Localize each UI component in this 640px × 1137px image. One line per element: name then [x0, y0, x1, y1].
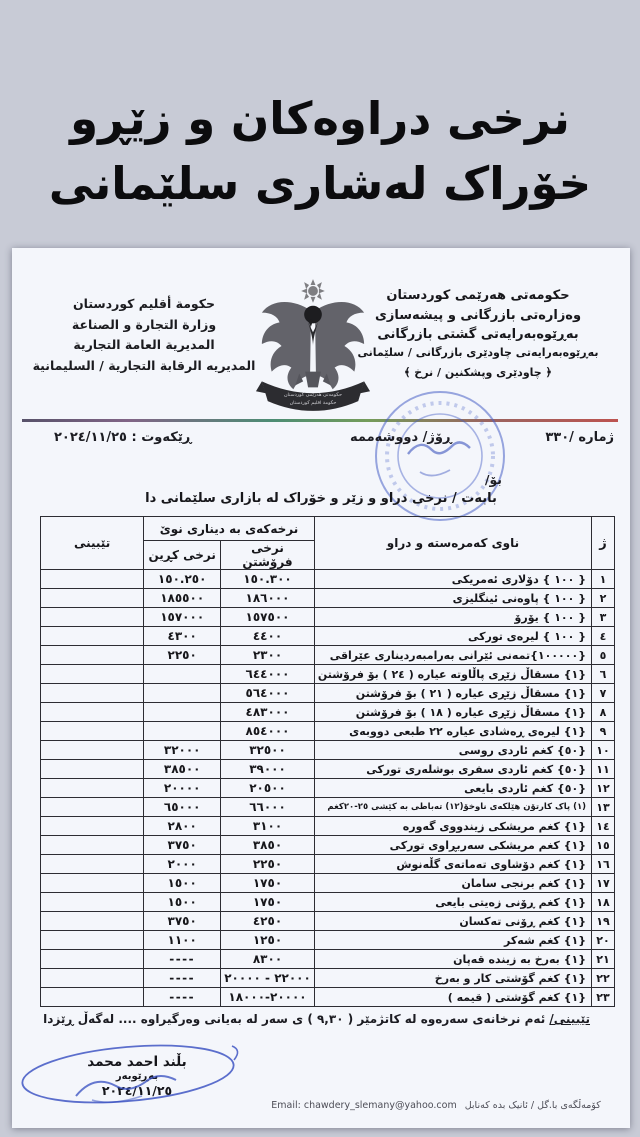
row-number: ٢١	[592, 950, 615, 969]
column-header-notes: تێبینی	[41, 517, 144, 570]
footer-note-label: تێبینی/	[549, 1012, 590, 1026]
row-number: ٦	[592, 665, 615, 684]
note-cell	[41, 665, 144, 684]
item-name: {٥٠} کغم ئاردی روسی	[314, 741, 591, 760]
sell-price: ١٧٥٠	[221, 874, 315, 893]
signature-block	[42, 1054, 232, 1098]
column-header-sell: نرخی فرۆشتن	[221, 541, 315, 570]
sell-price: ٨٣٠٠	[221, 950, 315, 969]
note-cell	[41, 570, 144, 589]
item-name: {١} کغم گۆشتی کار و بەرخ	[314, 969, 591, 988]
note-cell	[41, 741, 144, 760]
table-row	[41, 893, 615, 912]
row-number: ٢٠	[592, 931, 615, 950]
table-row	[41, 646, 615, 665]
item-name: { ١٠٠ } لیرەی تورکی	[314, 627, 591, 646]
footer-note	[43, 1012, 590, 1026]
note-cell	[41, 646, 144, 665]
svg-text:حكومة اقليم كوردستان: حكومة اقليم كوردستان	[289, 400, 337, 407]
row-number: ١٣	[592, 798, 615, 817]
table-row	[41, 931, 615, 950]
note-cell	[41, 684, 144, 703]
buy-price	[144, 665, 221, 684]
header-arabic-line: المديرية العامة التجارية	[73, 337, 215, 353]
item-name: { ١٠٠ } یۆرۆ	[314, 608, 591, 627]
item-name: {١} مسقاڵ زێڕی عیارە ( ٢١ ) بۆ فرۆشتن	[314, 684, 591, 703]
buy-price: ٣٧٥٠	[144, 912, 221, 931]
header-kurdish-line: ﴿ چاودێری وپشکنین / نرخ ﴾	[404, 366, 552, 379]
buy-price: ٣٧٥٠	[144, 836, 221, 855]
buy-price: ----	[144, 950, 221, 969]
header-arabic-line: وزارة التجارة و الصناعة	[71, 316, 217, 332]
header-kurdish-line: بەڕێوەبەرایەتی چاودێری بازرگانی / سلێمانی	[357, 345, 599, 359]
table-row	[41, 855, 615, 874]
item-name: {١} کغم ڕۆنی تەکسان	[314, 912, 591, 931]
note-cell	[41, 589, 144, 608]
signatory-name: بڵند احمد محمد	[87, 1054, 187, 1070]
buy-price	[144, 684, 221, 703]
buy-price: ١٨٥٥٠٠	[144, 589, 221, 608]
row-number: ٢٢	[592, 969, 615, 988]
subject-line: بابەت / نرخی دراو و زێر و خۆراک لە بازاری سلێمانی دا	[145, 491, 497, 506]
buy-price	[144, 703, 221, 722]
table-row	[41, 874, 615, 893]
note-cell	[41, 988, 144, 1007]
row-number: ١٢	[592, 779, 615, 798]
row-number: ٩	[592, 722, 615, 741]
row-number: ٨	[592, 703, 615, 722]
sell-price: ١٥٧٥٠٠	[221, 608, 315, 627]
to-label: بۆ/	[484, 472, 502, 487]
row-number: ١٥	[592, 836, 615, 855]
note-cell	[41, 969, 144, 988]
item-name: {١} کغم برنجی سامان	[314, 874, 591, 893]
header-kurdish-block	[340, 286, 616, 382]
price-table-header	[41, 517, 615, 570]
table-row	[41, 969, 615, 988]
column-header-buy: نرخی کڕین	[144, 541, 221, 570]
row-number: ٤	[592, 627, 615, 646]
sell-price: ١٨٦٠٠٠	[221, 589, 315, 608]
buy-price: ١٥٠.٢٥٠	[144, 570, 221, 589]
row-number: ١٨	[592, 893, 615, 912]
table-row	[41, 703, 615, 722]
item-name: {١} کغم دۆشاوی تەماتەی گڵەنوش	[314, 855, 591, 874]
item-name: {٥٠} کغم ئاردی سفری بوشلەری تورکی	[314, 760, 591, 779]
header-arabic-line: حكومة أقليم كوردستان	[72, 296, 216, 311]
note-cell	[41, 912, 144, 931]
contact-email: Email: chawdery_slemany@yahoo.com	[271, 1100, 457, 1111]
table-row	[41, 684, 615, 703]
header-arabic-line: المديريه الرقابة التجارية / السليمانية	[32, 357, 256, 373]
item-name: {١} کغم گۆشتی ( قیمە )	[314, 988, 591, 1007]
item-name: {١} کغم ڕۆنی زەیتی بایعی	[314, 893, 591, 912]
header-kurdish-line: حکومەتی هەرێمی کوردستان	[386, 288, 570, 303]
sell-price: ٦٦٠٠٠	[221, 798, 315, 817]
sell-price: ٢٢٥٠	[221, 855, 315, 874]
buy-price: ٢٠٠٠	[144, 855, 221, 874]
note-cell	[41, 874, 144, 893]
contact-line	[240, 1100, 632, 1111]
note-cell	[41, 931, 144, 950]
row-number: ١٧	[592, 874, 615, 893]
sell-price: ١٥٠.٣٠٠	[221, 570, 315, 589]
table-row	[41, 570, 615, 589]
item-name: {١} کغم شەکر	[314, 931, 591, 950]
table-row	[41, 627, 615, 646]
item-name: (١) پاک کارتۆن هێلکەی ناوخۆ(١٢) تەباطی بە کێشی ٢٥-٢٠کغم	[314, 798, 591, 817]
buy-price: ١٥٧٠٠٠	[144, 608, 221, 627]
sell-price: ٢٢٠٠٠ - ٢٠٠٠٠	[221, 969, 315, 988]
item-name: {١} کغم مریشکی زیندووی گەورە	[314, 817, 591, 836]
table-row	[41, 912, 615, 931]
note-cell	[41, 703, 144, 722]
row-number: ١١	[592, 760, 615, 779]
document-date: ڕێکەوت : ٢٠٢٤/١١/٢٥	[54, 430, 192, 445]
sell-price: ٢٠٠٠٠-١٨٠٠٠	[221, 988, 315, 1007]
sell-price: ٨٥٤٠٠٠	[221, 722, 315, 741]
row-number: ٧	[592, 684, 615, 703]
page-title	[0, 86, 640, 217]
sell-price: ١٢٥٠	[221, 931, 315, 950]
note-cell	[41, 779, 144, 798]
sell-price: ٣٢٥٠٠	[221, 741, 315, 760]
buy-price	[144, 722, 221, 741]
table-row	[41, 760, 615, 779]
buy-price: ٢٠٠٠٠	[144, 779, 221, 798]
note-cell	[41, 760, 144, 779]
sell-price: ٣١٠٠	[221, 817, 315, 836]
sell-price: ٥٦٤٠٠٠	[221, 684, 315, 703]
sell-price: ٢٣٠٠	[221, 646, 315, 665]
contact-address: كۆمەڵگەی با.گل / ئانیک بدە كەنابل	[464, 1100, 601, 1111]
column-header-price-group: نرخەکەی بە دیناری نوێ	[144, 517, 315, 541]
buy-price: ----	[144, 969, 221, 988]
row-number: ١٠	[592, 741, 615, 760]
document-day: ڕۆژ/ دووشەممە	[350, 430, 452, 445]
item-name: {١} لیرەی ڕەشادی عیارە ٢٢ طبعی دووبەی	[314, 722, 591, 741]
sell-price: ١٧٥٠	[221, 893, 315, 912]
price-table-body	[41, 570, 615, 1007]
note-cell	[41, 855, 144, 874]
buy-price: ٢٨٠٠	[144, 817, 221, 836]
header-kurdish-line: وەزارەتی بازرگانی و پیشەسازی	[374, 307, 582, 323]
row-number: ١٦	[592, 855, 615, 874]
row-number: ١	[592, 570, 615, 589]
table-row	[41, 817, 615, 836]
note-cell	[41, 817, 144, 836]
sell-price: ٤٤٠٠	[221, 627, 315, 646]
page-title-line2: خۆراک لەشاری سلێمانی	[48, 157, 592, 211]
note-cell	[41, 836, 144, 855]
table-row	[41, 722, 615, 741]
table-row	[41, 779, 615, 798]
page-title-line1: نرخی دراوەکان و زێڕو	[70, 92, 570, 145]
sell-price: ٢٠٥٠٠	[221, 779, 315, 798]
table-row	[41, 589, 615, 608]
sell-price: ٤٢٥٠	[221, 912, 315, 931]
header-kurdish-line: بەڕێوەبەرایەتی گشتی بازرگانی	[377, 327, 579, 342]
header-arabic-block	[28, 294, 260, 377]
svg-text:حكومەتی هەرێمی كوردستان: حكومەتی هەرێمی كوردستان	[283, 392, 343, 399]
signatory-title: بەڕێوبەر	[115, 1071, 159, 1082]
note-cell	[41, 950, 144, 969]
footer-note-text: ئەم نرخانەی سەرەوە لە کاتژمێر ( ٩,٣٠ ) ی سەر لە بەیانی وەرگیراوە .... لەگەڵ ڕێزدا	[43, 1012, 550, 1026]
item-name: {١} مسقاڵ زێڕی عیارە ( ١٨ ) بۆ فرۆشتن	[314, 703, 591, 722]
item-name: {١٠٠٠٠٠}تمەنی ئێرانی بەرامبەردیناری عێراقی	[314, 646, 591, 665]
buy-price: ----	[144, 988, 221, 1007]
column-header-no: ژ	[592, 517, 615, 570]
row-number: ٥	[592, 646, 615, 665]
blue-round-stamp-icon	[370, 380, 510, 532]
sell-price: ٦٤٤٠٠٠	[221, 665, 315, 684]
buy-price: ١٥٠٠	[144, 893, 221, 912]
column-header-name: ناوی کەمرەستە و دراو	[314, 517, 591, 570]
buy-price: ٣٢٠٠٠	[144, 741, 221, 760]
header-divider-line	[22, 419, 618, 422]
table-row	[41, 665, 615, 684]
table-row	[41, 798, 615, 817]
price-table	[40, 516, 615, 1007]
row-number: ١٩	[592, 912, 615, 931]
table-row	[41, 950, 615, 969]
sell-price: ٣٩٠٠٠	[221, 760, 315, 779]
buy-price: ١١٠٠	[144, 931, 221, 950]
document-number: ژمارە /٣٣٠	[545, 430, 614, 445]
row-number: ٢٣	[592, 988, 615, 1007]
table-row	[41, 608, 615, 627]
buy-price: ٦٥٠٠٠	[144, 798, 221, 817]
scanned-document-page	[12, 248, 630, 1128]
item-name: {١} مسقاڵ زێڕی پاڵاوتە عیارە ( ٢٤ ) بۆ فرۆشتن	[314, 665, 591, 684]
note-cell	[41, 627, 144, 646]
row-number: ١٤	[592, 817, 615, 836]
table-row	[41, 836, 615, 855]
krg-eagle-emblem-icon	[254, 276, 372, 418]
buy-price: ٣٨٥٠٠	[144, 760, 221, 779]
buy-price: ٢٢٥٠	[144, 646, 221, 665]
sell-price: ٤٨٣٠٠٠	[221, 703, 315, 722]
note-cell	[41, 893, 144, 912]
row-number: ٢	[592, 589, 615, 608]
buy-price: ١٥٠٠	[144, 874, 221, 893]
signature-date: ٢٠٢٤/١١/٢٥	[101, 1083, 173, 1098]
table-row	[41, 741, 615, 760]
note-cell	[41, 722, 144, 741]
item-name: { ١٠٠ } دۆلاری ئەمریکی	[314, 570, 591, 589]
item-name: {١} بەرخ بە زیندە قەپان	[314, 950, 591, 969]
row-number: ٣	[592, 608, 615, 627]
item-name: {٥٠} کغم ئاردی بایعی	[314, 779, 591, 798]
table-row	[41, 988, 615, 1007]
item-name: {١} کغم مریشکی سەربڕاوی تورکی	[314, 836, 591, 855]
buy-price: ٤٣٠٠	[144, 627, 221, 646]
sell-price: ٣٨٥٠	[221, 836, 315, 855]
note-cell	[41, 798, 144, 817]
item-name: { ١٠٠ } پاوەنی ئینگلیزی	[314, 589, 591, 608]
note-cell	[41, 608, 144, 627]
